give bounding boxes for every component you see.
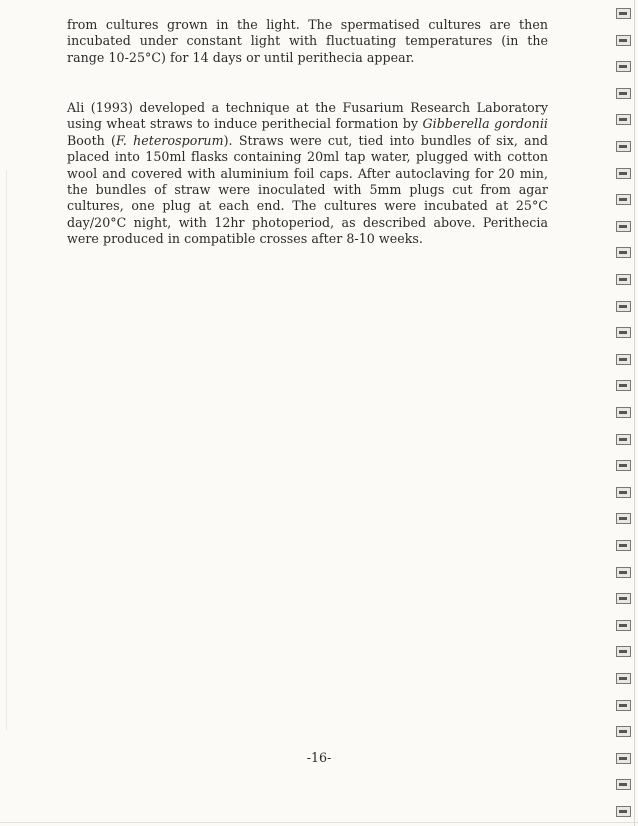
paragraph-2-intro: Ali (1993) developed a technique at the Fusarium Research Laboratory using wheat straws to induce perithecial formation by [67,100,548,132]
paragraph-2-text [67,100,548,248]
binding-tab [616,434,631,445]
anamorph-name: F. heterosporum [116,132,224,148]
binding-tab [616,646,631,657]
binding-tab [616,168,631,179]
binding-tab [616,88,631,99]
binding-tab [616,700,631,711]
binding-line [634,0,635,826]
binding-tab [616,274,631,285]
paragraph-1-line-3: 14 days or until perithecia appear. [192,49,415,65]
paragraph-1-line-1: from cultures grown in the light. The spermatised cultures are then incubated [67,17,548,49]
binding-tab [616,380,631,391]
paragraph-2 [67,100,548,248]
binding-tab [616,8,631,19]
binding-tab [616,779,631,790]
binding-tab [616,806,631,817]
binding-tab [616,194,631,205]
binding-tab [616,354,631,365]
binding-tab [616,540,631,551]
binding-tab [616,114,631,125]
paragraph-1-line-2: under constant light with fluctuating temperatures (in the range 10-25°C) for [67,33,548,65]
binding-tab [616,247,631,258]
binding-tab [616,301,631,312]
species-name: Gibberella gordonii [422,116,548,132]
binding-tab [616,61,631,72]
paragraph-2-rest: ). Straws were cut, tied into bundles of six, and placed into 150ml flasks containing 20ml tap water, plugged with cotton wool and covered with aluminium foil caps. After autoclaving for 20 min, the bundles of straw were inoculated with 5mm plugs cut from agar cultures, one plug at each end. The cultures were incubated at 25°C day/20°C night, with 12hr photoperiod, as described above. Perithecia were produced in compatible crosses after 8-10 weeks. [67,132,549,247]
binding-edge [612,0,638,826]
binding-tab [616,673,631,684]
paragraph-1 [67,17,548,66]
binding-tab [616,221,631,232]
binding-tab [616,407,631,418]
page-number: -16- [306,750,332,765]
binding-tab [616,327,631,338]
binding-tab [616,620,631,631]
binding-tab [616,513,631,524]
binding-tab [616,141,631,152]
binding-tab [616,487,631,498]
paragraph-1-text [67,17,548,66]
binding-tab [616,726,631,737]
binding-tab [616,35,631,46]
page-edge-shadow [6,170,7,730]
binding-tab [616,460,631,471]
bottom-page-edge [0,822,638,823]
species-author: Booth ( [67,132,117,148]
binding-tab [616,567,631,578]
binding-tab [616,753,631,764]
binding-tab [616,593,631,604]
